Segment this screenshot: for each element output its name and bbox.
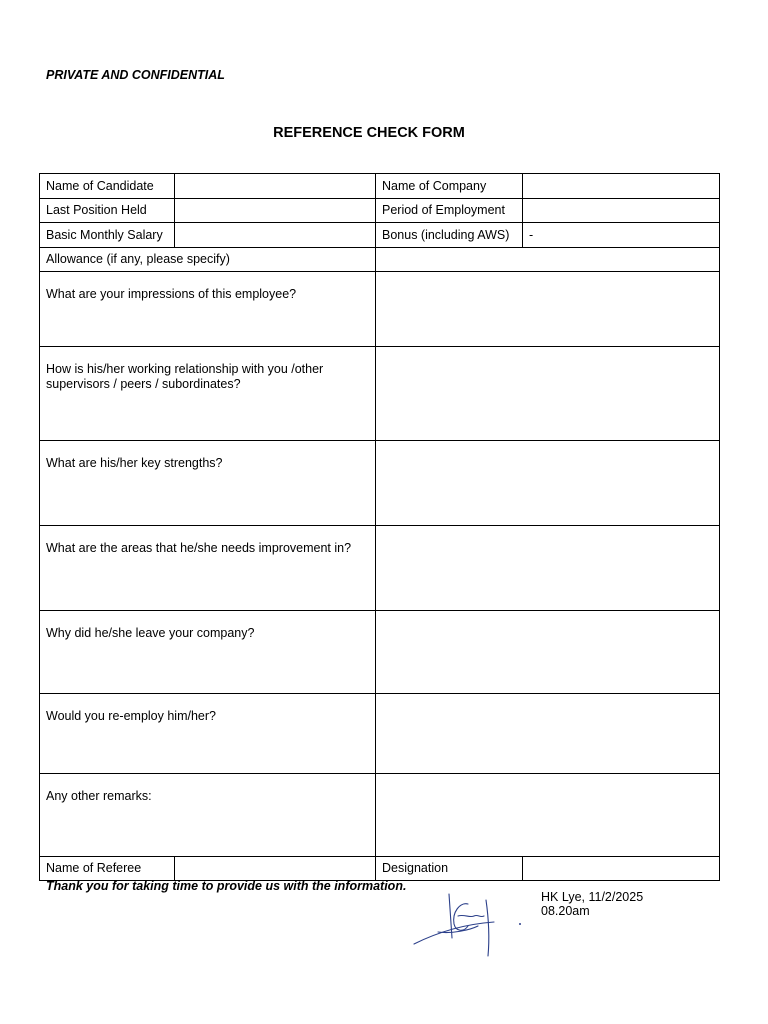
improvement-areas-question: What are the areas that he/she needs improvement in?	[40, 526, 376, 611]
leaving-reason-question: Why did he/she leave your company?	[40, 611, 376, 694]
allowance-field[interactable]	[376, 248, 720, 272]
improvement-areas-answer[interactable]	[376, 526, 720, 611]
last-position-label: Last Position Held	[40, 199, 175, 223]
company-name-field[interactable]	[523, 174, 720, 199]
form-title: REFERENCE CHECK FORM	[273, 125, 465, 141]
key-strengths-answer[interactable]	[376, 441, 720, 526]
other-remarks-question: Any other remarks:	[40, 774, 376, 857]
table-row	[40, 223, 720, 248]
last-position-field[interactable]	[175, 199, 376, 223]
signer-time: 08.20am	[541, 904, 590, 918]
employment-period-field[interactable]	[523, 199, 720, 223]
candidate-name-field[interactable]	[175, 174, 376, 199]
impressions-answer[interactable]	[376, 272, 720, 347]
bonus-field[interactable]: -	[523, 223, 720, 248]
key-strengths-question: What are his/her key strengths?	[40, 441, 376, 526]
re-employ-question: Would you re-employ him/her?	[40, 694, 376, 774]
table-row	[40, 694, 720, 774]
company-name-label: Name of Company	[376, 174, 523, 199]
referee-name-field[interactable]	[175, 857, 376, 881]
table-row	[40, 857, 720, 881]
thank-you-note: Thank you for taking time to provide us with the information.	[46, 879, 407, 893]
table-row	[40, 174, 720, 199]
table-row	[40, 347, 720, 441]
other-remarks-answer[interactable]	[376, 774, 720, 857]
working-relationship-question: How is his/her working relationship with you /other supervisors / peers / subordinates?	[40, 347, 376, 441]
table-row	[40, 774, 720, 857]
table-row	[40, 199, 720, 223]
confidential-label: PRIVATE AND CONFIDENTIAL	[46, 68, 225, 82]
handwritten-signature	[408, 888, 528, 960]
reference-check-table	[39, 173, 720, 881]
table-row	[40, 272, 720, 347]
bonus-label: Bonus (including AWS)	[376, 223, 523, 248]
basic-salary-field[interactable]	[175, 223, 376, 248]
designation-label: Designation	[376, 857, 523, 881]
leaving-reason-answer[interactable]	[376, 611, 720, 694]
table-row	[40, 248, 720, 272]
re-employ-answer[interactable]	[376, 694, 720, 774]
table-row	[40, 611, 720, 694]
impressions-question: What are your impressions of this employee?	[40, 272, 376, 347]
signature-annotation	[541, 890, 643, 918]
basic-salary-label: Basic Monthly Salary	[40, 223, 175, 248]
signer-name-date: HK Lye, 11/2/2025	[541, 890, 644, 904]
working-relationship-answer[interactable]	[376, 347, 720, 441]
designation-field[interactable]	[523, 857, 720, 881]
employment-period-label: Period of Employment	[376, 199, 523, 223]
table-row	[40, 526, 720, 611]
referee-name-label: Name of Referee	[40, 857, 175, 881]
table-row	[40, 441, 720, 526]
allowance-label: Allowance (if any, please specify)	[40, 248, 376, 272]
candidate-name-label: Name of Candidate	[40, 174, 175, 199]
